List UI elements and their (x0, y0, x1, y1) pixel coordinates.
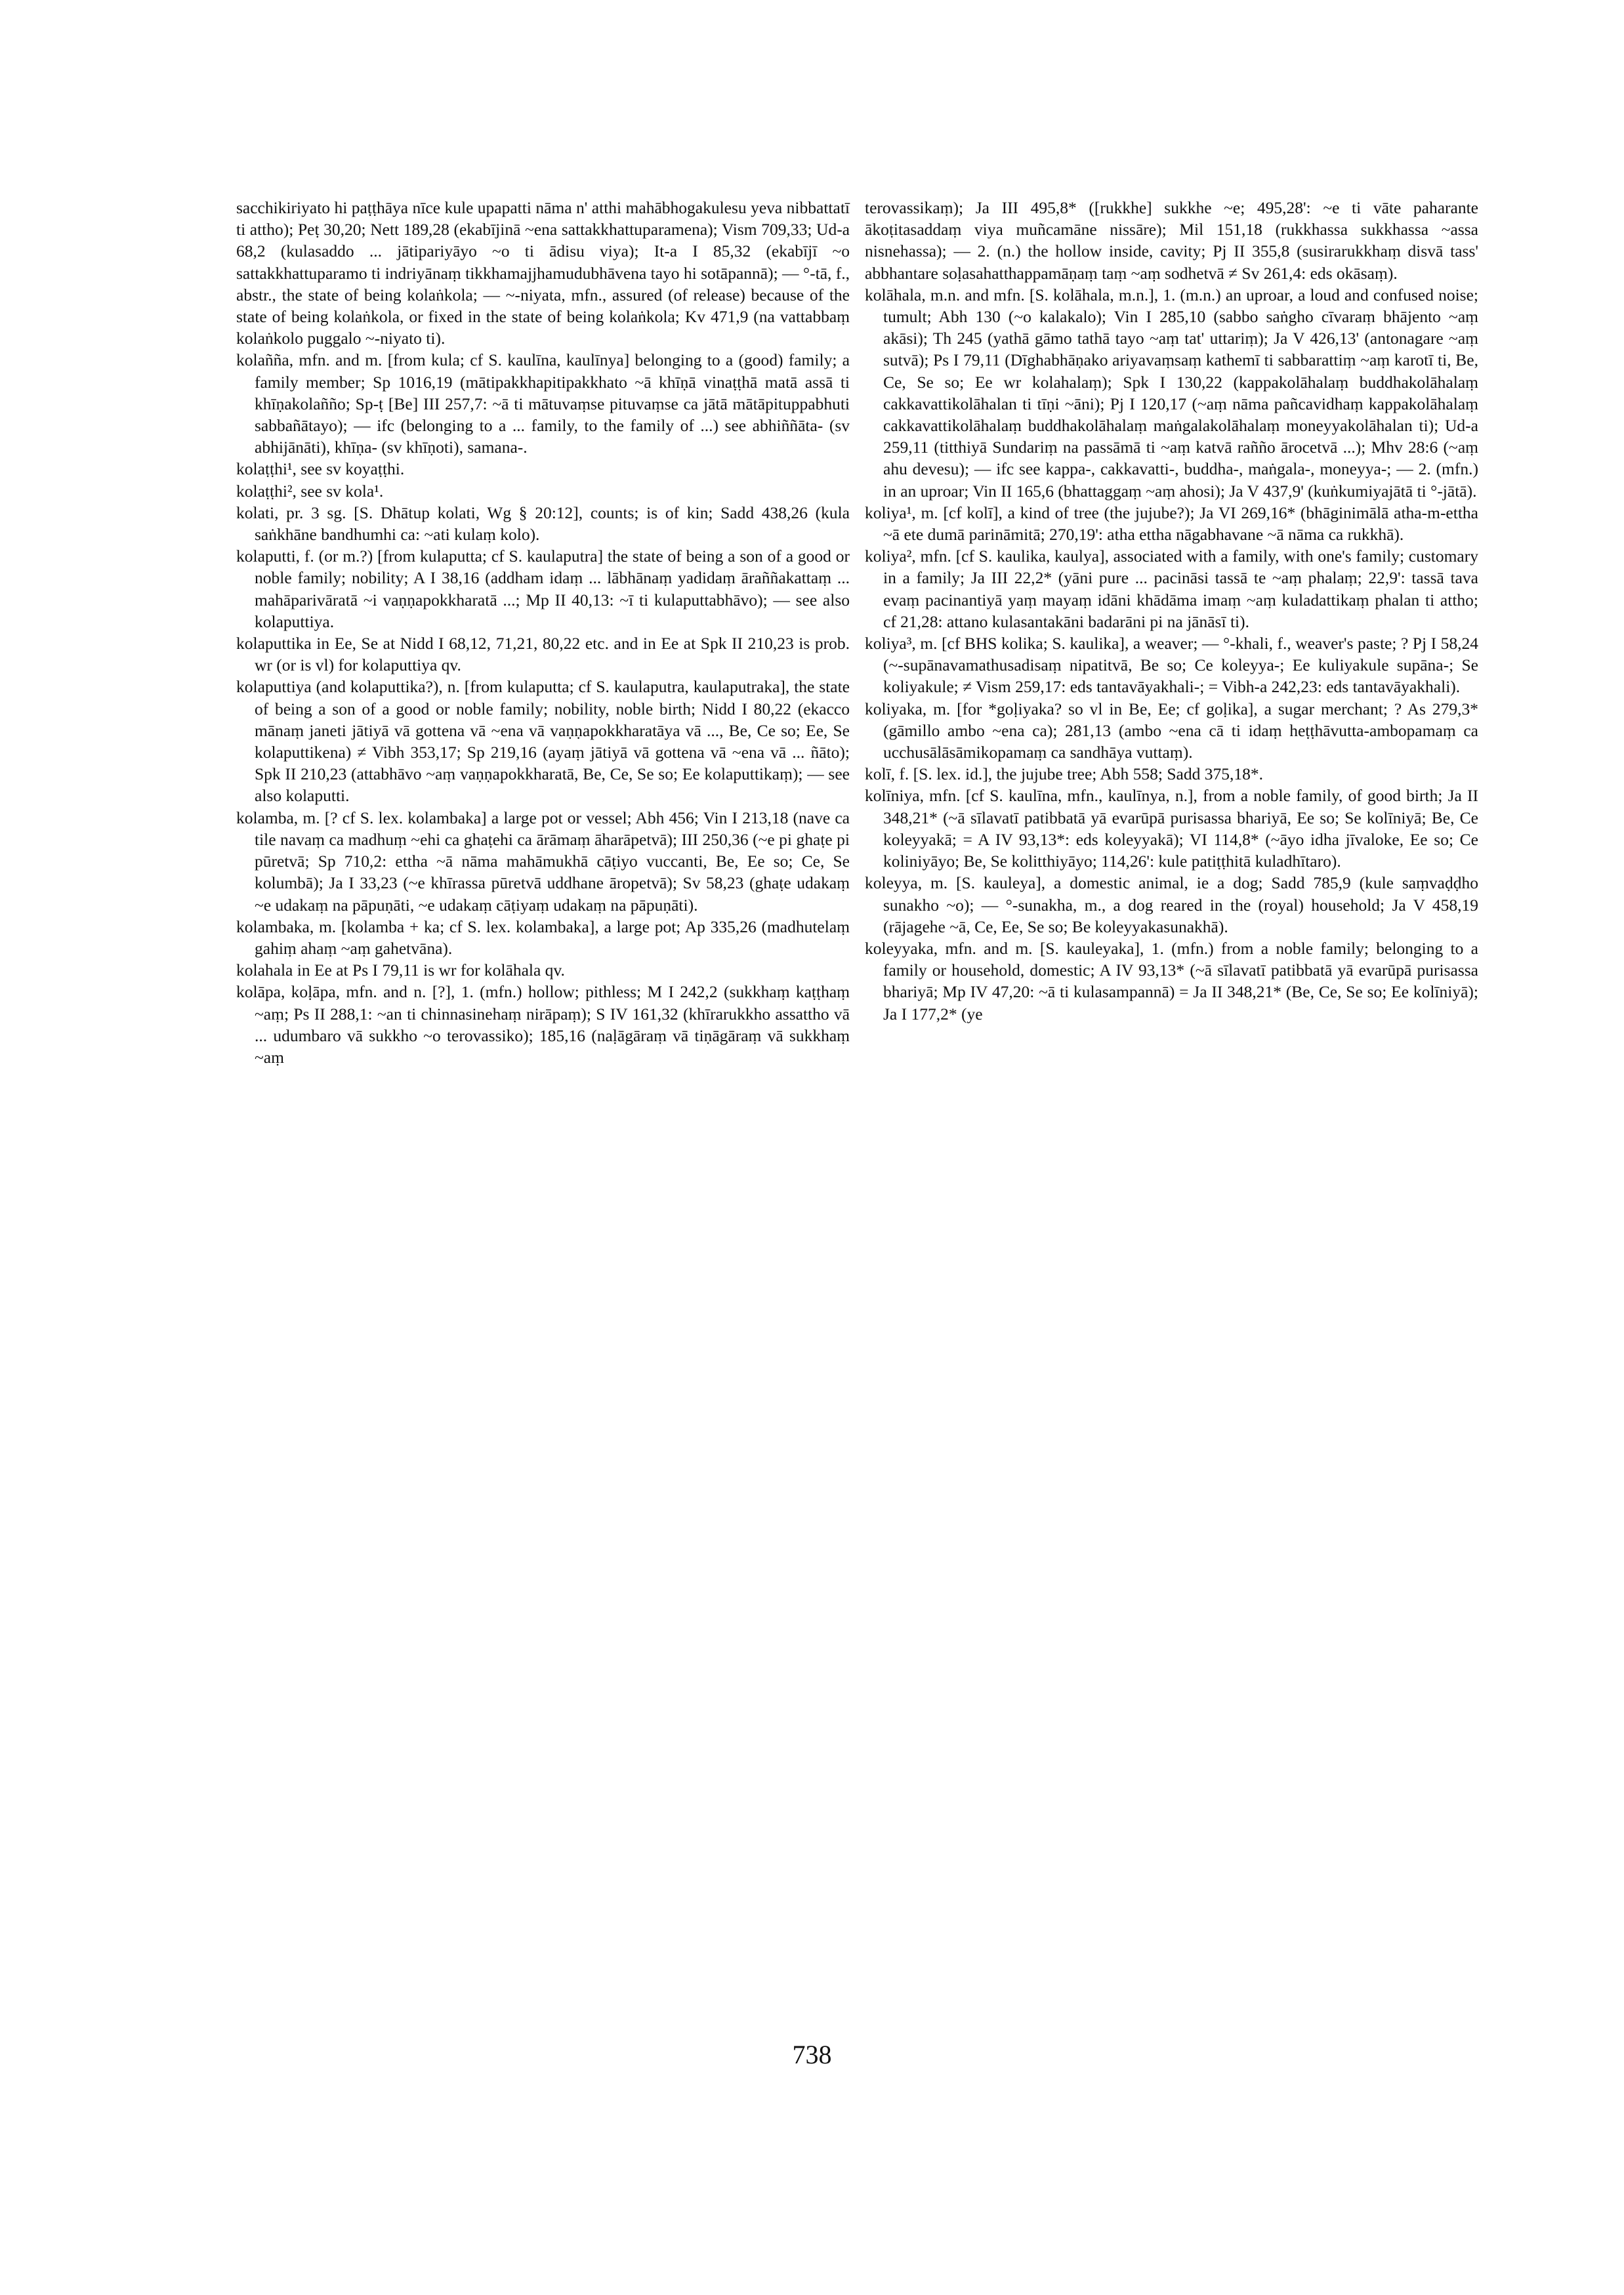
right-column (865, 197, 1478, 1025)
entry-kolati: kolati, pr. 3 sg. [S. Dhātup kolati, Wg § 20:12], counts; is of kin; Sadd 438,26 (kula saṅkhāne bandhumhi ca: ~ati kulaṃ kolo). (236, 503, 850, 545)
entry-koliya-3: koliya³, m. [cf BHS kolika; S. kaulika], a weaver; — °-khali, f., weaver's paste; ? Pj I 58,24 (~-supānavamathusadisaṃ nipatitvā, Be so; Ce koleyya-; Ee kuliyakule supāna-; Se koliyakule; ≠ Vism 259,17: eds tantavāyakhali-; = Vibh-a 242,23: eds tantavāyakhali). (865, 634, 1478, 697)
entry-continuation: sacchikiriyato hi paṭṭhāya nīce kule upapatti nāma n' atthi mahābhogakulesu yeva nibbattatī ti attho); Peṭ 30,20; Nett 189,28 (ekabījinā ~ena sattakkhattuparamena); Vism 709,33; Ud-a 68,2 (kulasaddo ... jātipariyāyo ~o ti ādisu viya); It-a I 85,32 (ekabījī ~o sattakkhattuparamo ti indriyānaṃ tikkhamajjhamudubhāvena tayo hi sotāpannā); — °-tā, f., abstr., the state of being kolaṅkola; — ~-niyata, mfn., assured (of release) because of the state of being kolaṅkola, or fixed in the state of being kolaṅkola; Kv 471,9 (na vattabbaṃ kolaṅkolo puggalo ~-niyato ti). (236, 198, 850, 348)
entry-kolaputti: kolaputti, f. (or m.?) [from kulaputta; cf S. kaulaputra] the state of being a son of a good or noble family; nobility; A I 38,16 (addham idaṃ ... lābhānaṃ yadidaṃ āraññakattaṃ ... mahāparivāratā ~i vaṇṇapokkharatā ...; Mp II 40,13: ~ī ti kulaputtabhāvo); — see also kolaputtiya. (236, 547, 850, 631)
entry-kolatthi-2: kolaṭṭhi², see sv kola¹. (236, 481, 384, 501)
entry-kolamba: kolamba, m. [? cf S. lex. kolambaka] a large pot or vessel; Abh 456; Vin I 213,18 (nave ca tile navaṃ ca madhuṃ ~ehi ca ghaṭehi ca ārāmaṃ āharāpetvā); III 250,36 (~e pi ghaṭe pi pūretvā; Sp 710,2: ettha ~ā nāma mahāmukhā cāṭiyo vuccanti, Be, Ee so; Ce, Se kolumbā); Ja I 33,23 (~e khīrassa pūretvā uddhane āropetvā); Sv 58,23 (ghaṭe udakaṃ ~e udakaṃ na pāpuṇāti, ~e udakaṃ cāṭiyaṃ udakaṃ na pāpuṇāti). (236, 808, 850, 915)
entry-kolapa: kolāpa, koḷāpa, mfn. and n. [?], 1. (mfn.) hollow; pithless; M I 242,2 (sukkhaṃ kaṭṭhaṃ ~aṃ; Ps II 288,1: ~an ti chinnasinehaṃ nirāpaṃ); S IV 161,32 (khīrarukkho assattho vā ... udumbaro vā sukkho ~o terovassiko); 185,16 (naḷāgāraṃ vā tiṇāgāraṃ vā sukkhaṃ ~aṃ (236, 982, 850, 1067)
entry-koleyya: koleyya, m. [S. kauleya], a domestic animal, ie a dog; Sadd 785,9 (kule saṃvaḍḍho sunakho ~o); — °-sunakha, m., a dog reared in the (royal) household; Ja V 458,19 (rājagehe ~ā, Ce, Ee, Se so; Be koleyyakasunakhā). (865, 873, 1478, 936)
entry-kolaputtika: kolaputtika in Ee, Se at Nidd I 68,12, 71,21, 80,22 etc. and in Ee at Spk II 210,23 is prob. wr (or is vl) for kolaputtiya qv. (236, 634, 850, 675)
entry-kolahala-main: kolāhala, m.n. and mfn. [S. kolāhala, m.n.], 1. (m.n.) an uproar, a loud and confused noise; tumult; Abh 130 (~o kalakalo); Vin I 285,10 (sabbo saṅgho cīvaraṃ bhājento ~aṃ akāsi); Th 245 (yathā gāmo tathā tayo ~aṃ tat' uttariṃ); Ja V 426,13' (antonagare ~aṃ sutvā); Ps I 79,11 (Dīghabhāṇako ariyavaṃsaṃ kathemī ti sabbarattiṃ ~aṃ karotī ti, Be, Ce, Se so; Ee wr kolahalaṃ); Spk I 130,22 (kappakolāhalaṃ buddhakolāhalaṃ cakkavattikolāhalan ti tīṇi ~āni); Pj I 120,17 (~aṃ nāma pañcavidhaṃ kappakolāhalaṃ cakkavattikolāhalaṃ buddhakolāhalaṃ maṅgalakolāhalaṃ moneyyakolāhalan ti); Ud-a 259,11 (titthiyā Sundariṃ na passāmā ti ~aṃ katvā rañño ārocetvā ...); Mhv 28:6 (~aṃ ahu devesu); — ifc see kappa-, cakkavatti-, buddha-, maṅgala-, moneyya-; — 2. (mfn.) in an uproar; Vin II 165,6 (bhattaggaṃ ~aṃ ahosi); Ja V 437,9' (kuṅkumiyajātā ti °-jātā). (865, 285, 1478, 501)
entry-koliya-1: koliya¹, m. [cf kolī], a kind of tree (the jujube?); Ja VI 269,16* (bhāginimālā atha-m-ettha ~ā ete dumā parināmitā; 270,19': atha ettha nāgabhavane ~ā nāma ca rukkhā). (865, 503, 1478, 545)
entry-kolahala: kolahala in Ee at Ps I 79,11 is wr for kolāhala qv. (236, 961, 565, 980)
entry-kolambaka: kolambaka, m. [kolamba + ka; cf S. lex. kolambaka], a large pot; Ap 335,26 (madhutelaṃ gahiṃ ahaṃ ~aṃ gahetvāna). (236, 917, 850, 958)
entry-koliniya: kolīniya, mfn. [cf S. kaulīna, mfn., kaulīnya, n.], from a noble family, of good birth; Ja II 348,21* (~ā sīlavatī patibbatā yā evarūpā purisassa bhariyā, Ee so; Se kolīniyā; Be, Ce koleyyakā; = A IV 93,13*: eds koleyyakā); VI 114,8* (~āyo idha jīvaloke, Ee so; Ce koliniyāyo; Be, Se kolitthiyāyo; 114,26': kule patiṭṭhitā kuladhītaro). (865, 786, 1478, 871)
entry-koliyaka: koliyaka, m. [for *goḷiyaka? so vl in Be, Ee; cf goḷika], a sugar merchant; ? As 279,3* (gāmillo ambo ~ena ca); 281,13 (ambo ~ena cā ti idaṃ heṭṭhāvutta-ambopamaṃ ca ucchusālāsāmikopamaṃ ca sandhāya vuttaṃ). (865, 699, 1478, 762)
entry-continuation: terovassikaṃ); Ja III 495,8* ([rukkhe] sukkhe ~e; 495,28': ~e ti vāte paharante ākoṭitasaddaṃ viya muñcamāne nissāre); Mil 151,18 (rukkhassa sukkhassa ~assa nisnehassa); — 2. (n.) the hollow inside, cavity; Pj II 355,8 (susirarukkhaṃ disvā tass' abbhantare soḷasahatthappamāṇaṃ taṃ ~aṃ sodhetvā ≠ Sv 261,4: eds okāsaṃ). (865, 198, 1478, 283)
entry-koli: kolī, f. [S. lex. id.], the jujube tree; Abh 558; Sadd 375,18*. (865, 764, 1263, 784)
entry-kolanna: kolañña, mfn. and m. [from kula; cf S. kaulīna, kaulīnya] belonging to a (good) family; a family member; Sp 1016,19 (mātipakkhapitipakkhato ~ā khīṇā vinaṭṭhā matā assā ti khīṇakolañño; Sp-ṭ [Be] III 257,7: ~ā ti mātuvaṃse pituvaṃse ca jātā mātāpituppabhuti sabbañātayo); — ifc (belonging to a ... family, to the family of ...) see abhiññāta- (sv abhijānāti), khīṇa- (sv khīṇoti), samana-. (236, 350, 850, 457)
entry-kolaputtiya: kolaputtiya (and kolaputtika?), n. [from kulaputta; cf S. kaulaputra, kaulaputraka], the state of being a son of a good or noble family; nobility, noble birth; Nidd I 80,22 (ekacco mānaṃ janeti jātiyā vā gottena vā ~ena vā vaṇṇapokkharatāya vā ..., Be, Ce so; Ee, Se kolaputtikena) ≠ Vibh 353,17; Sp 219,16 (ayaṃ jātiyā vā gottena vā ~ena vā ... ñāto); Spk II 210,23 (attabhāvo ~aṃ vaṇṇapokkharatā, Be, Ce, Se so; Ee kolaputtikaṃ); — see also kolaputti. (236, 677, 850, 806)
entry-koliya-2: koliya², mfn. [cf S. kaulika, kaulya], associated with a family, with one's family; customary in a family; Ja III 22,2* (yāni pure ... pacināsi tassā te ~aṃ phalaṃ; 22,9': tassā tava evaṃ pacinantiyā yaṃ mayaṃ idāni khādāma imaṃ ~aṃ kuladattikaṃ phalan ti attho; cf 21,28: attano kulasantakāni badarāni pi na jānāsī ti). (865, 547, 1478, 631)
entry-kolatthi-1: kolaṭṭhi¹, see sv koyaṭṭhi. (236, 459, 405, 479)
left-column (236, 197, 850, 1068)
page-number: 738 (792, 2040, 832, 2069)
entry-koleyyaka: koleyyaka, mfn. and m. [S. kauleyaka], 1. (mfn.) from a noble family; belonging to a family or household, domestic; A IV 93,13* (~ā sīlavatī patibbatā yā evarūpā purisassa bhariyā; Mp IV 47,20: ~ā ti kulasampannā) = Ja II 348,21* (Be, Ce, Se so; Ee kolīniyā); Ja I 177,2* (ye (865, 938, 1478, 1023)
